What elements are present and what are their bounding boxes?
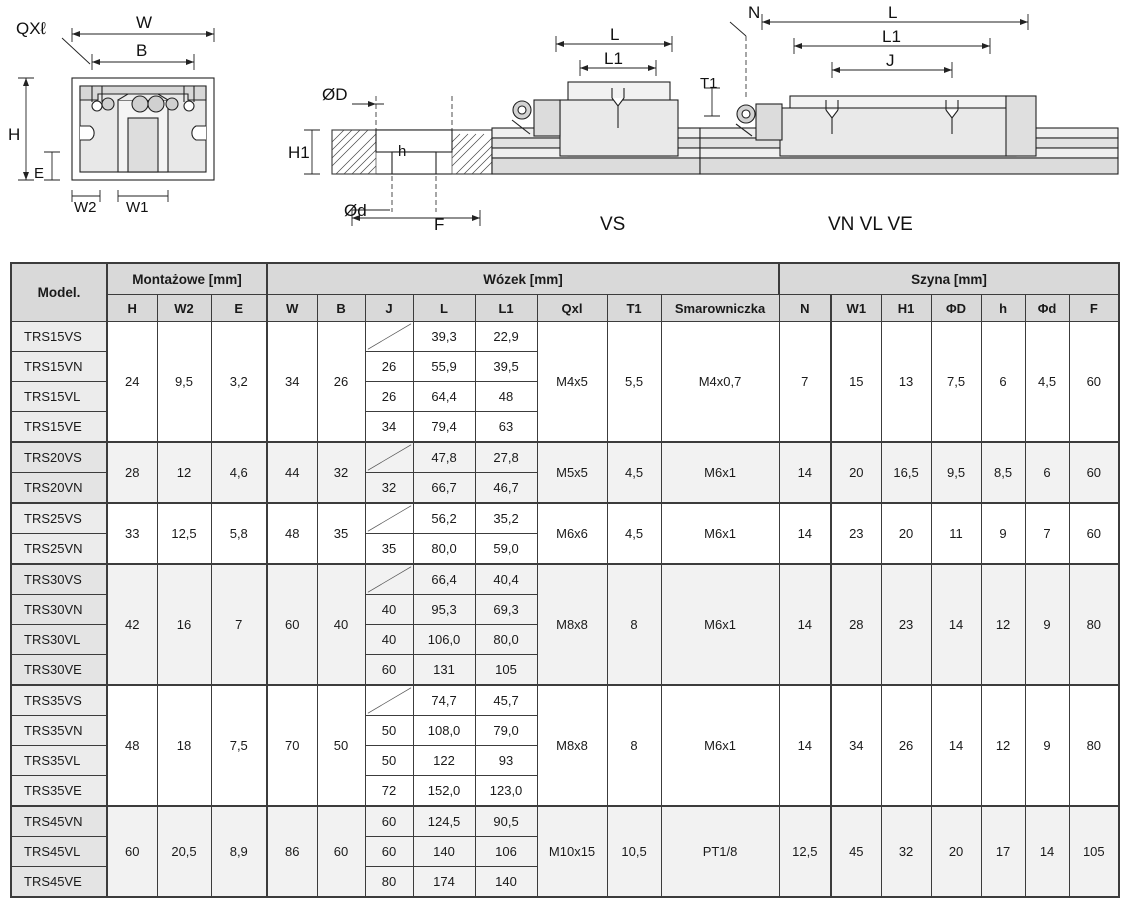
cell-od: 20	[931, 806, 981, 897]
cell-h-small: 12	[981, 685, 1025, 806]
cell-w2: 12	[157, 442, 211, 503]
cell-l: 106,0	[413, 625, 475, 655]
cell-e: 5,8	[211, 503, 267, 564]
label-h1: H1	[288, 143, 310, 162]
table-row	[11, 322, 1119, 352]
cell-model: TRS30VN	[11, 595, 107, 625]
label-h: H	[8, 125, 21, 144]
cell-l1: 46,7	[475, 473, 537, 504]
cell-model: TRS30VE	[11, 655, 107, 686]
cell-f: 80	[1069, 564, 1119, 685]
cell-od-small: 7	[1025, 503, 1069, 564]
label-l-right: L	[888, 3, 898, 22]
label-n: N	[748, 3, 761, 22]
cell-j	[365, 503, 413, 534]
cell-w: 60	[267, 564, 317, 685]
col-j: J	[365, 295, 413, 322]
cell-l1: 140	[475, 867, 537, 898]
cell-l1: 105	[475, 655, 537, 686]
cell-t1: 5,5	[607, 322, 661, 443]
spec-table	[10, 262, 1120, 898]
cell-t1: 8	[607, 564, 661, 685]
cell-l: 56,2	[413, 503, 475, 534]
col-od: ΦD	[931, 295, 981, 322]
cell-l: 174	[413, 867, 475, 898]
cell-l1: 35,2	[475, 503, 537, 534]
cell-qxl: M4x5	[537, 322, 607, 443]
cell-h: 33	[107, 503, 157, 564]
cell-model: TRS30VS	[11, 564, 107, 595]
cell-l1: 106	[475, 837, 537, 867]
cell-w2: 20,5	[157, 806, 211, 897]
cell-t1: 8	[607, 685, 661, 806]
cell-h1: 26	[881, 685, 931, 806]
cell-h1: 13	[881, 322, 931, 443]
cell-t1: 4,5	[607, 503, 661, 564]
cell-model: TRS25VS	[11, 503, 107, 534]
cell-f: 105	[1069, 806, 1119, 897]
cell-l1: 93	[475, 746, 537, 776]
cell-j: 40	[365, 625, 413, 655]
cell-l1: 45,7	[475, 685, 537, 716]
label-l1-right: L1	[882, 27, 901, 46]
cell-h1: 20	[881, 503, 931, 564]
cell-qxl: M8x8	[537, 564, 607, 685]
cell-model: TRS20VN	[11, 473, 107, 504]
cell-l: 39,3	[413, 322, 475, 352]
cell-b: 35	[317, 503, 365, 564]
cell-l: 140	[413, 837, 475, 867]
cell-j: 80	[365, 867, 413, 898]
cell-h-small: 6	[981, 322, 1025, 443]
cell-l: 124,5	[413, 806, 475, 837]
cell-w: 70	[267, 685, 317, 806]
col-n: N	[779, 295, 831, 322]
cell-l1: 27,8	[475, 442, 537, 473]
cell-j: 60	[365, 655, 413, 686]
cell-od-small: 9	[1025, 564, 1069, 685]
cell-model: TRS15VL	[11, 382, 107, 412]
cell-model: TRS20VS	[11, 442, 107, 473]
cell-w1: 28	[831, 564, 881, 685]
cell-j	[365, 322, 413, 352]
label-h-small: h	[398, 143, 407, 160]
cell-l: 64,4	[413, 382, 475, 412]
cell-l: 80,0	[413, 534, 475, 565]
cell-l: 47,8	[413, 442, 475, 473]
col-w1: W1	[831, 295, 881, 322]
cell-t1: 4,5	[607, 442, 661, 503]
cell-w: 48	[267, 503, 317, 564]
label-vs: VS	[600, 214, 626, 235]
cell-qxl: M6x6	[537, 503, 607, 564]
cell-l1: 69,3	[475, 595, 537, 625]
col-l: L	[413, 295, 475, 322]
cell-smarowniczka: M6x1	[661, 503, 779, 564]
cell-h1: 32	[881, 806, 931, 897]
cell-qxl: M5x5	[537, 442, 607, 503]
cell-b: 40	[317, 564, 365, 685]
cell-j: 40	[365, 595, 413, 625]
cell-model: TRS15VE	[11, 412, 107, 443]
cell-model: TRS30VL	[11, 625, 107, 655]
label-j: J	[886, 51, 895, 70]
specification-table	[10, 262, 1116, 898]
header-rail: Szyna [mm]	[779, 263, 1119, 295]
cell-j: 32	[365, 473, 413, 504]
cell-n: 7	[779, 322, 831, 443]
cell-n: 12,5	[779, 806, 831, 897]
label-f: F	[434, 215, 445, 234]
cell-w1: 45	[831, 806, 881, 897]
cell-model: TRS35VN	[11, 716, 107, 746]
cell-j	[365, 442, 413, 473]
cell-smarowniczka: M6x1	[661, 564, 779, 685]
cell-n: 14	[779, 685, 831, 806]
cell-j: 50	[365, 716, 413, 746]
cell-w2: 16	[157, 564, 211, 685]
cell-od: 7,5	[931, 322, 981, 443]
cell-f: 80	[1069, 685, 1119, 806]
cell-od-small: 6	[1025, 442, 1069, 503]
label-l-mid: L	[610, 25, 620, 44]
cell-l: 74,7	[413, 685, 475, 716]
cell-l1: 63	[475, 412, 537, 443]
cell-j: 34	[365, 412, 413, 443]
cell-smarowniczka: M6x1	[661, 442, 779, 503]
col-qxl: Qxl	[537, 295, 607, 322]
cell-j: 60	[365, 837, 413, 867]
col-h1: H1	[881, 295, 931, 322]
cell-j: 60	[365, 806, 413, 837]
cell-model: TRS45VL	[11, 837, 107, 867]
col-l1: L1	[475, 295, 537, 322]
label-w1: W1	[126, 199, 149, 216]
table-row	[11, 806, 1119, 837]
cell-l1: 22,9	[475, 322, 537, 352]
cell-w: 86	[267, 806, 317, 897]
header-carriage: Wózek [mm]	[267, 263, 779, 295]
cell-j: 26	[365, 382, 413, 412]
cell-l: 95,3	[413, 595, 475, 625]
cell-h-small: 12	[981, 564, 1025, 685]
cell-j: 26	[365, 352, 413, 382]
label-t1: T1	[700, 75, 718, 92]
cell-t1: 10,5	[607, 806, 661, 897]
cell-od: 14	[931, 564, 981, 685]
cell-l1: 79,0	[475, 716, 537, 746]
col-h-small: h	[981, 295, 1025, 322]
cell-l: 66,7	[413, 473, 475, 504]
cell-h-small: 8,5	[981, 442, 1025, 503]
table-head	[11, 263, 1119, 322]
cell-od-small: 14	[1025, 806, 1069, 897]
label-od-small: Ød	[344, 201, 367, 220]
cell-qxl: M10x15	[537, 806, 607, 897]
cell-f: 60	[1069, 322, 1119, 443]
label-od: ØD	[322, 85, 348, 104]
cell-n: 14	[779, 442, 831, 503]
cell-l: 131	[413, 655, 475, 686]
cell-h: 24	[107, 322, 157, 443]
cell-l1: 40,4	[475, 564, 537, 595]
col-od-small: Φd	[1025, 295, 1069, 322]
cell-b: 32	[317, 442, 365, 503]
cell-w1: 15	[831, 322, 881, 443]
header-mount: Montażowe [mm]	[107, 263, 267, 295]
cell-l: 55,9	[413, 352, 475, 382]
cell-w2: 18	[157, 685, 211, 806]
label-w2: W2	[74, 199, 97, 216]
cell-b: 50	[317, 685, 365, 806]
cell-h1: 16,5	[881, 442, 931, 503]
cell-od-small: 9	[1025, 685, 1069, 806]
cell-b: 60	[317, 806, 365, 897]
cell-l: 66,4	[413, 564, 475, 595]
cell-l1: 59,0	[475, 534, 537, 565]
cell-b: 26	[317, 322, 365, 443]
cell-od: 11	[931, 503, 981, 564]
label-b: B	[136, 41, 148, 60]
label-qxl: QXℓ	[16, 19, 47, 38]
cell-smarowniczka: PT1/8	[661, 806, 779, 897]
cell-h-small: 9	[981, 503, 1025, 564]
cell-w: 44	[267, 442, 317, 503]
col-t1: T1	[607, 295, 661, 322]
column-header-row	[11, 295, 1119, 322]
cell-n: 14	[779, 564, 831, 685]
table-row	[11, 442, 1119, 473]
cell-model: TRS35VS	[11, 685, 107, 716]
cell-l: 152,0	[413, 776, 475, 807]
cell-w1: 20	[831, 442, 881, 503]
header-model: Model.	[11, 263, 107, 322]
cell-model: TRS15VN	[11, 352, 107, 382]
table-row	[11, 564, 1119, 595]
cell-l: 108,0	[413, 716, 475, 746]
cell-e: 8,9	[211, 806, 267, 897]
cell-w1: 23	[831, 503, 881, 564]
cell-j: 35	[365, 534, 413, 565]
col-smarowniczka: Smarowniczka	[661, 295, 779, 322]
cell-j	[365, 564, 413, 595]
cell-model: TRS45VN	[11, 806, 107, 837]
cell-f: 60	[1069, 442, 1119, 503]
cell-w1: 34	[831, 685, 881, 806]
cell-smarowniczka: M6x1	[661, 685, 779, 806]
cell-od: 9,5	[931, 442, 981, 503]
cell-h: 28	[107, 442, 157, 503]
col-h: H	[107, 295, 157, 322]
cell-l1: 80,0	[475, 625, 537, 655]
cell-qxl: M8x8	[537, 685, 607, 806]
cell-w: 34	[267, 322, 317, 443]
cell-j	[365, 685, 413, 716]
col-b: B	[317, 295, 365, 322]
group-header-row	[11, 263, 1119, 295]
col-f: F	[1069, 295, 1119, 322]
cell-h: 42	[107, 564, 157, 685]
cell-model: TRS35VE	[11, 776, 107, 807]
cell-h1: 23	[881, 564, 931, 685]
cell-e: 7	[211, 564, 267, 685]
cell-od-small: 4,5	[1025, 322, 1069, 443]
cell-model: TRS15VS	[11, 322, 107, 352]
cell-h: 60	[107, 806, 157, 897]
cell-l1: 39,5	[475, 352, 537, 382]
col-w: W	[267, 295, 317, 322]
cell-l1: 48	[475, 382, 537, 412]
cell-w2: 9,5	[157, 322, 211, 443]
label-l1-mid: L1	[604, 49, 623, 68]
cell-e: 3,2	[211, 322, 267, 443]
cell-model: TRS35VL	[11, 746, 107, 776]
cell-h-small: 17	[981, 806, 1025, 897]
cell-e: 4,6	[211, 442, 267, 503]
col-w2: W2	[157, 295, 211, 322]
cell-l1: 90,5	[475, 806, 537, 837]
cell-model: TRS25VN	[11, 534, 107, 565]
cell-l: 79,4	[413, 412, 475, 443]
cell-model: TRS45VE	[11, 867, 107, 898]
label-e: E	[34, 165, 45, 182]
cell-w2: 12,5	[157, 503, 211, 564]
table-row	[11, 685, 1119, 716]
cell-l1: 123,0	[475, 776, 537, 807]
technical-drawing	[0, 0, 1126, 255]
table-row	[11, 503, 1119, 534]
label-w: W	[136, 13, 153, 32]
cell-j: 50	[365, 746, 413, 776]
cell-f: 60	[1069, 503, 1119, 564]
cell-n: 14	[779, 503, 831, 564]
cell-od: 14	[931, 685, 981, 806]
cell-h: 48	[107, 685, 157, 806]
cell-j: 72	[365, 776, 413, 807]
col-e: E	[211, 295, 267, 322]
table-body	[11, 322, 1119, 898]
label-vn-vl-ve: VN VL VE	[828, 214, 913, 235]
cell-l: 122	[413, 746, 475, 776]
cell-smarowniczka: M4x0,7	[661, 322, 779, 443]
cell-e: 7,5	[211, 685, 267, 806]
